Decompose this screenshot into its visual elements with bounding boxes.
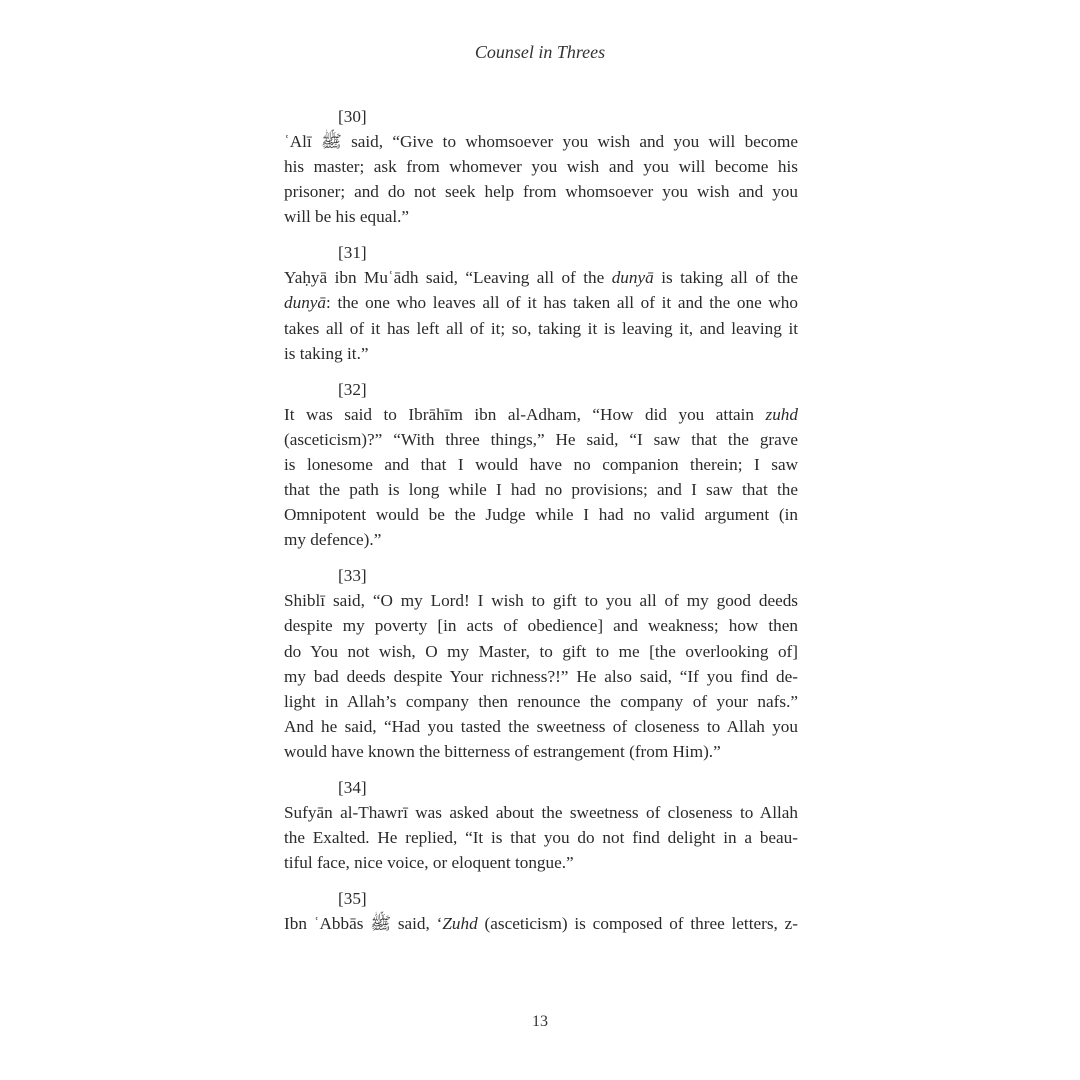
italic-term: zuhd xyxy=(765,404,798,424)
text-run: prisoner; and do not seek help from whomsoever you wish and you xyxy=(284,182,798,202)
text-line xyxy=(284,911,798,936)
text-run: : the one who leaves all of it has taken all of it and the one who xyxy=(326,293,798,313)
text-line xyxy=(284,341,798,366)
entry-number: [32] xyxy=(338,379,367,399)
text-line xyxy=(284,290,798,315)
entry-number: [35] xyxy=(338,889,367,909)
text-run: despite my poverty [in acts of obedience] and weakness; how then xyxy=(284,616,798,636)
italic-term: dunyā xyxy=(611,268,654,288)
text-line xyxy=(284,316,798,341)
text-line xyxy=(284,527,798,552)
text-line xyxy=(284,179,798,204)
text-run: Sufyān al-Thawrī was asked about the sweetness of closeness to Allah xyxy=(284,802,798,822)
entry-number: [30] xyxy=(338,107,367,126)
text-line xyxy=(284,588,798,613)
text-run: the Exalted. He replied, “It is that you do not find delight in a beau- xyxy=(284,828,798,848)
text-line xyxy=(284,204,798,229)
page-body xyxy=(284,104,798,947)
text-line xyxy=(284,265,798,290)
text-run: (asceticism) is composed of three letters, z- xyxy=(477,914,798,934)
text-line xyxy=(284,427,798,452)
text-run: Ibn ʿAbbās ﷺ said, ‘ xyxy=(284,914,443,934)
italic-term: Zuhd xyxy=(442,914,478,934)
text-line xyxy=(284,129,798,154)
text-line xyxy=(284,850,798,875)
entry-number: [34] xyxy=(338,777,367,797)
text-run: is lonesome and that I would have no companion therein; I saw xyxy=(284,454,798,474)
italic-term: dunyā xyxy=(284,293,327,313)
page-number: 13 xyxy=(532,1013,548,1030)
text-line xyxy=(284,714,798,739)
saying-entry xyxy=(284,377,798,553)
text-line xyxy=(284,502,798,527)
text-run: that the path is long while I had no provisions; and I saw that the xyxy=(284,480,798,500)
text-line xyxy=(284,825,798,850)
text-run: light in Allah’s company then renounce the company of your nafs.” xyxy=(284,691,798,711)
saying-entry xyxy=(284,563,798,764)
running-head: Counsel in Threes xyxy=(474,42,606,62)
entry-number: [31] xyxy=(338,243,367,263)
text-run: is taking it.” xyxy=(284,343,369,363)
text-run: would have known the bitterness of estrangement (from Him).” xyxy=(284,741,721,761)
text-line xyxy=(284,402,798,427)
text-line xyxy=(284,689,798,714)
text-run: is taking all of the xyxy=(653,268,798,288)
text-run: (asceticism)?” “With three things,” He said, “I saw that the grave xyxy=(284,429,798,449)
text-run: takes all of it has left all of it; so, taking it is leaving it, and leaving it xyxy=(284,318,798,338)
text-line xyxy=(284,613,798,638)
text-line xyxy=(284,800,798,825)
saying-entry xyxy=(284,775,798,875)
text-line xyxy=(284,664,798,689)
saying-entry xyxy=(284,886,798,936)
text-run: Yaḥyā ibn Muʿādh said, “Leaving all of the xyxy=(284,268,612,288)
text-line xyxy=(284,452,798,477)
text-line xyxy=(284,154,798,179)
text-run: do You not wish, O my Master, to gift to me [the overlooking of] xyxy=(284,641,798,661)
text-run: tiful face, nice voice, or eloquent tongue.” xyxy=(284,853,574,873)
text-line xyxy=(284,477,798,502)
text-run: Omnipotent would be the Judge while I had no valid argument (in xyxy=(284,505,798,525)
entry-number: [33] xyxy=(338,566,367,586)
text-run: It was said to Ibrāhīm ibn al-Adham, “How did you attain xyxy=(284,404,766,424)
text-run: Shiblī said, “O my Lord! I wish to gift to you all of my good deeds xyxy=(284,591,798,611)
text-run: his master; ask from whomever you wish and you will become his xyxy=(284,157,798,177)
text-run: will be his equal.” xyxy=(284,207,410,227)
text-run: my bad deeds despite Your richness?!” He also said, “If you find de- xyxy=(284,666,798,686)
text-run: And he said, “Had you tasted the sweetness of closeness to Allah you xyxy=(284,716,798,736)
text-run: ʿAlī ﷺ said, “Give to whomsoever you wish and you will become xyxy=(284,132,799,151)
text-run: my defence).” xyxy=(284,530,382,550)
text-line xyxy=(284,739,798,764)
text-line xyxy=(284,639,798,664)
saying-entry xyxy=(284,104,798,229)
saying-entry xyxy=(284,240,798,365)
